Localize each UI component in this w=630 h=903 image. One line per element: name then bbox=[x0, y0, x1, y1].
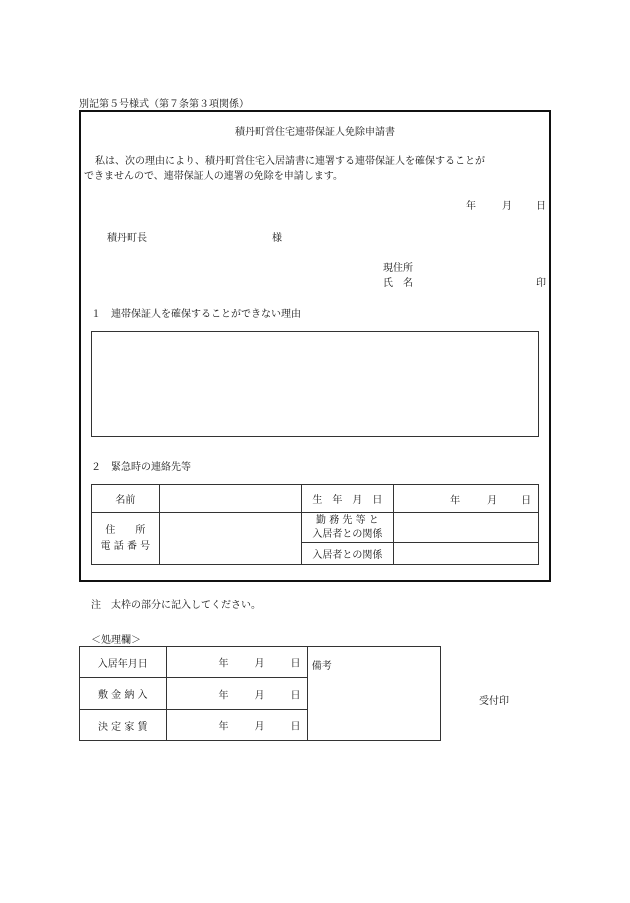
proc-month-0: 月 bbox=[254, 658, 265, 670]
relation-field[interactable] bbox=[394, 543, 539, 565]
stamp-label: 受付印 bbox=[479, 696, 509, 707]
birth-date-label: 生 年 月 日 bbox=[301, 485, 393, 513]
address-phone-label bbox=[92, 513, 160, 565]
name-label: 氏 名 bbox=[383, 278, 413, 289]
form-number: 別記第５号様式（第７条第３項関係） bbox=[79, 99, 249, 110]
workplace-label-line1: 勤 務 先 等 と bbox=[316, 514, 379, 526]
contact-table bbox=[91, 484, 539, 565]
birth-date-field[interactable] bbox=[394, 485, 539, 513]
proc-label-1: 敷 金 納 入 bbox=[80, 678, 167, 710]
birth-month: 月 bbox=[487, 495, 498, 506]
honorific: 様 bbox=[272, 233, 282, 244]
body-text-line1: 私は、次の理由により、積丹町営住宅入居請書に連署する連帯保証人を確保することが bbox=[95, 156, 485, 167]
addressee: 積丹町長 bbox=[107, 233, 147, 244]
contact-address-label: 住 所 bbox=[105, 524, 146, 536]
remarks-cell[interactable] bbox=[307, 647, 440, 741]
reason-box[interactable] bbox=[91, 331, 539, 437]
proc-date-0[interactable] bbox=[166, 647, 307, 678]
proc-day-2: 日 bbox=[290, 721, 301, 733]
proc-month-1: 月 bbox=[254, 690, 265, 701]
contact-name-field[interactable] bbox=[159, 485, 301, 513]
birth-day: 日 bbox=[521, 495, 532, 506]
contact-phone-label: 電 話 番 号 bbox=[100, 540, 151, 552]
section2-heading: ２ 緊急時の連絡先等 bbox=[91, 462, 191, 473]
proc-label-0: 入居年月日 bbox=[80, 647, 167, 678]
proc-date-1[interactable] bbox=[166, 678, 307, 710]
workplace-label bbox=[301, 513, 393, 543]
birth-year: 年 bbox=[450, 495, 461, 506]
form-title: 積丹町営住宅連帯保証人免除申請書 bbox=[235, 127, 395, 138]
proc-label-2: 決 定 家 賃 bbox=[80, 710, 167, 741]
proc-year-0: 年 bbox=[218, 658, 229, 670]
body-text-line2: できませんので、連帯保証人の連署の免除を申請します。 bbox=[84, 171, 343, 182]
address-phone-field[interactable] bbox=[159, 513, 301, 565]
proc-date-2[interactable] bbox=[166, 710, 307, 741]
proc-day-0: 日 bbox=[290, 658, 301, 670]
processing-table bbox=[79, 646, 441, 741]
proc-month-2: 月 bbox=[254, 721, 265, 733]
address-label: 現住所 bbox=[383, 263, 413, 274]
proc-year-2: 年 bbox=[218, 721, 229, 733]
section1-heading: １ 連帯保証人を確保することができない理由 bbox=[91, 309, 301, 320]
proc-year-1: 年 bbox=[218, 690, 229, 701]
date-year: 年 bbox=[466, 201, 476, 212]
contact-name-label: 名前 bbox=[92, 485, 160, 513]
processing-heading: ＜処理欄＞ bbox=[91, 635, 141, 646]
seal-mark: 印 bbox=[536, 278, 546, 289]
workplace-label-line2: 入居者との関係 bbox=[312, 528, 383, 540]
workplace-field[interactable] bbox=[394, 513, 539, 543]
remarks-label: 備考 bbox=[311, 661, 332, 672]
date-month: 月 bbox=[502, 201, 512, 212]
relation-label: 入居者との関係 bbox=[301, 543, 393, 565]
note: 注 太枠の部分に記入してください。 bbox=[91, 600, 261, 611]
proc-day-1: 日 bbox=[290, 690, 301, 701]
date-day: 日 bbox=[536, 201, 546, 212]
